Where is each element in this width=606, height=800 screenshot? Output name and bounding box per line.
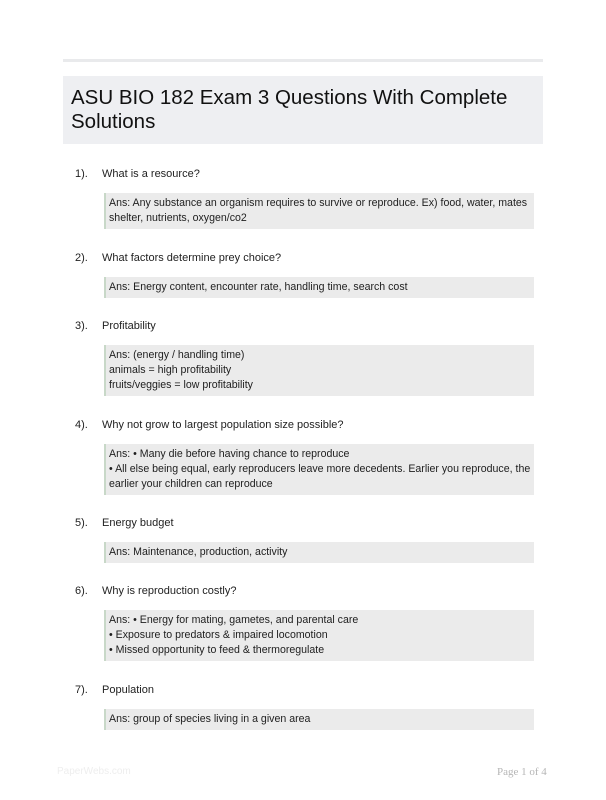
answer-box [104,444,534,495]
answer-line: Ans: group of species living in a given area [109,713,311,725]
question-text: Profitability [102,320,156,332]
top-divider [63,59,543,62]
answer-box [104,345,534,396]
question-text: Population [102,684,154,696]
answer-box [104,542,534,563]
answer-line: fruits/veggies = low profitability [109,379,253,391]
answer-line: Ans: Any substance an organism requires to survive or reproduce. Ex) food, water, mates [109,197,528,209]
question-number: 1). [75,168,88,180]
answer-line: Ans: • Energy for mating, gametes, and parental care [109,614,359,626]
answer-line: • Exposure to predators & impaired locomotion [109,629,328,641]
answer-line: • All else being equal, early reproducers leave more decedents. Earlier you reproduce, the [109,463,531,475]
question-text: What factors determine prey choice? [102,252,282,264]
answer-line: animals = high profitability [109,364,232,376]
question-number: 7). [75,684,88,696]
answer-box [104,610,534,661]
page-number: Page 1 of 4 [497,766,547,778]
answer-box [104,709,534,730]
question-number: 2). [75,252,88,264]
answer-line: Ans: • Many die before having chance to reproduce [109,448,350,460]
answer-line: Ans: Energy content, encounter rate, handling time, search cost [109,281,408,293]
footer-watermark: PaperWebs.com [57,766,131,777]
question-number: 5). [75,517,88,529]
answer-box [104,277,534,298]
answer-line: earlier your children can reproduce [109,478,273,490]
page-title: ASU BIO 182 Exam 3 Questions With Complete Solutions [71,86,508,133]
question-text: Energy budget [102,517,174,529]
question-text: What is a resource? [102,168,200,180]
answer-line: • Missed opportunity to feed & thermoregulate [109,644,325,656]
title-banner [63,76,543,144]
question-number: 4). [75,419,88,431]
answer-box [104,193,534,229]
question-text: Why is reproduction costly? [102,585,237,597]
question-number: 6). [75,585,88,597]
question-text: Why not grow to largest population size possible? [102,419,344,431]
answer-line: Ans: (energy / handling time) [109,349,245,361]
question-number: 3). [75,320,88,332]
answer-line: Ans: Maintenance, production, activity [109,546,288,558]
answer-line: shelter, nutrients, oxygen/co2 [109,212,247,224]
